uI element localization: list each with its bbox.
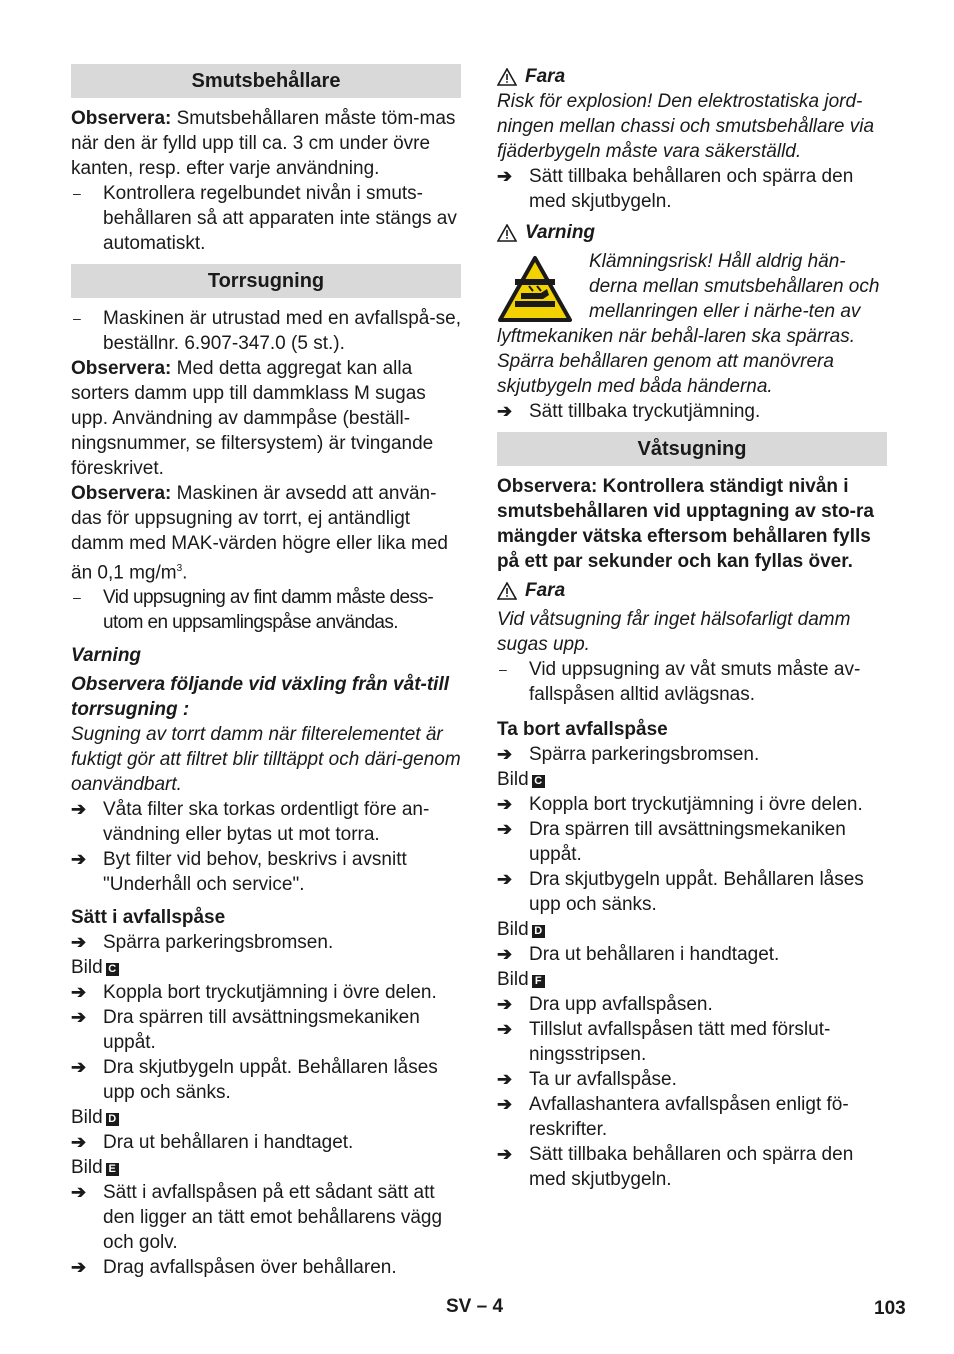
page-number: 103 (874, 1298, 906, 1319)
figure-ref: Bild C (71, 955, 461, 980)
danger-text: Vid våtsugning får inget hälsofarligt damm sugas upp. (497, 609, 851, 655)
list-item: ➔ Dra spärren till avsättningsmekaniken uppåt. (497, 819, 846, 865)
arrow-right-icon: ➔ (71, 982, 87, 1003)
dash-bullet: – (73, 310, 81, 326)
list-item: ➔ Dra skjutbygeln uppåt. Behållaren låses upp och sänks. (497, 869, 864, 915)
list-item: ➔ Sätt tillbaka tryckutjämning. (497, 401, 761, 422)
right-column (497, 64, 887, 1192)
danger-text: Risk för explosion! Den elektrostatiska jord-ningen mellan chassi och smutsbehållare via fjäderbygeln måste vara säkerställd. (497, 91, 875, 162)
left-column (71, 64, 461, 1280)
dash-bullet: – (73, 589, 81, 606)
list-item: ➔ Dra ut behållaren i handtaget. (71, 1132, 354, 1154)
figure-ref: Bild F (497, 967, 887, 992)
hand-crush-hazard-icon (497, 255, 573, 323)
list-item: ➔ Våta filter ska torkas ordentligt före an-vändning eller bytas ut mot torra. (71, 799, 430, 846)
section-heading-vatsugning: Våtsugning (497, 432, 887, 466)
section-heading-torrsugning: Torrsugning (71, 264, 461, 298)
list-item: ➔ Dra spärren till avsättningsmekaniken uppåt. (71, 1007, 420, 1054)
subheading-ta-bort-avfallspase: Ta bort avfallspåse (497, 719, 668, 740)
list-item: – Maskinen är utrustad med en avfallspå-se, beställnr. 6.907-347.0 (5 st.). (73, 308, 462, 354)
list-item: – Kontrollera regelbundet nivån i smuts-behållaren så att apparaten inte stängs av automatiskt. (73, 183, 457, 254)
figure-d-icon: D (106, 1113, 119, 1126)
note-paragraph: Observera: Smutsbehållaren måste töm-mas när den är fylld upp till ca. 3 cm under övre kanten, resp. efter varje användning. (71, 108, 456, 179)
arrow-right-icon: ➔ (71, 1057, 87, 1078)
figure-c-icon: C (106, 963, 119, 976)
arrow-right-icon: ➔ (71, 849, 87, 870)
note-paragraph: Observera: Kontrollera ständigt nivån i smutsbehållaren vid upptagning av sto-ra mängder vätska eftersom behållaren fylls på ett par sekunder och kan fyllas över. (497, 476, 874, 572)
list-item: ➔ Byt filter vid behov, beskrivs i avsnitt "Underhåll och service". (71, 849, 407, 896)
list-item: ➔ Sätt tillbaka behållaren och spärra den med skjutbygeln. (497, 1144, 854, 1190)
arrow-right-icon: ➔ (497, 166, 513, 186)
list-item: ➔ Spärra parkeringsbromsen. (71, 932, 334, 954)
arrow-right-icon: ➔ (71, 932, 87, 953)
section-heading-smutsbehallare: Smutsbehållare (71, 64, 461, 98)
arrow-right-icon: ➔ (497, 744, 513, 764)
list-item: ➔ Sätt tillbaka behållaren och spärra den med skjutbygeln. (497, 166, 854, 212)
figure-d-icon: D (532, 925, 545, 938)
figure-ref: Bild E (71, 1155, 461, 1180)
list-item: ➔ Spärra parkeringsbromsen. (497, 744, 760, 765)
warning-heading: Varning (497, 220, 887, 245)
warning-triangle-icon (497, 582, 517, 600)
figure-ref: Bild D (497, 917, 887, 942)
list-item: ➔ Sätt i avfallspåsen på ett sådant sätt att den ligger an tätt emot behållarens vägg och golv. (71, 1182, 443, 1254)
list-item: ➔ Koppla bort tryckutjämning i övre delen. (71, 982, 437, 1004)
list-item: ➔ Tillslut avfallspåsen tätt med förslut-ningsstripsen. (497, 1019, 831, 1065)
note-paragraph: Observera: Maskinen är avsedd att använ-das för uppsugning av torrt, ej antändligt damm med MAK-värden högre eller lika med än 0,1 $mg/m^3$. (71, 483, 448, 584)
note-paragraph: Observera: Med detta aggregat kan alla sorters damm upp till dammklass M sugas upp. Användning av dammpåse (beställ-ningsnummer, se filtersystem) är tvingande föreskrivet. (71, 358, 434, 479)
arrow-right-icon: ➔ (71, 1182, 87, 1203)
warning-emphasis: Observera följande vid växling från våt-till torrsugning : (71, 674, 450, 721)
list-item: ➔ Dra upp avfallspåsen. (497, 994, 713, 1015)
warning-text: Klämningsrisk! Håll aldrig hän-derna mellan smutsbehållaren och mellanringen eller i närhe-ten av lyftmekaniken när behål-laren ska spärras. Spärra behållaren genom att manövrera skjutbygeln med båda händerna. (497, 251, 880, 397)
footer-section-label: SV – 4 (446, 1296, 504, 1317)
arrow-right-icon: ➔ (497, 994, 513, 1014)
dash-bullet: – (73, 185, 81, 201)
list-item: ➔ Dra ut behållaren i handtaget. (497, 944, 780, 965)
warning-title: Varning (71, 645, 142, 667)
list-item: – Vid uppsugning av våt smuts måste av-fallspåsen alltid avlägsnas. (499, 659, 861, 705)
figure-c-icon: C (532, 775, 545, 788)
warning-triangle-icon (497, 224, 517, 242)
list-item: – Vid uppsugning av fint damm måste dess-utom en uppsamlingspåse användas. (73, 587, 434, 634)
arrow-right-icon: ➔ (497, 1019, 513, 1039)
warning-block (497, 249, 887, 399)
danger-heading: Fara (497, 64, 887, 89)
arrow-right-icon: ➔ (71, 1257, 87, 1278)
arrow-right-icon: ➔ (71, 1007, 87, 1028)
list-item: ➔ Ta ur avfallspåse. (497, 1069, 677, 1090)
arrow-right-icon: ➔ (497, 819, 513, 839)
arrow-right-icon: ➔ (71, 1132, 87, 1153)
figure-ref: Bild C (497, 767, 887, 792)
arrow-right-icon: ➔ (497, 1094, 513, 1114)
dash-bullet: – (499, 661, 507, 677)
list-item: ➔ Avfallashantera avfallspåsen enligt fö-reskrifter. (497, 1094, 849, 1140)
figure-ref: Bild D (71, 1105, 461, 1130)
list-item: ➔ Drag avfallspåsen över behållaren. (71, 1257, 397, 1279)
arrow-right-icon: ➔ (497, 794, 513, 814)
danger-heading: Fara (497, 578, 887, 603)
subheading-satt-i-avfallspase: Sätt i avfallspåse (71, 907, 226, 929)
warning-triangle-icon (497, 68, 517, 86)
list-item: ➔ Koppla bort tryckutjämning i övre delen. (497, 794, 863, 815)
arrow-right-icon: ➔ (497, 1069, 513, 1089)
arrow-right-icon: ➔ (497, 869, 513, 889)
arrow-right-icon: ➔ (497, 401, 513, 421)
figure-f-icon: F (532, 975, 545, 988)
figure-e-icon: E (106, 1163, 119, 1176)
arrow-right-icon: ➔ (71, 799, 87, 820)
warning-text: Sugning av torrt damm när filterelementet är fuktigt gör att filtret blir tilltäppt och däri-genom oanvändbart. (71, 724, 461, 796)
arrow-right-icon: ➔ (497, 1144, 513, 1164)
arrow-right-icon: ➔ (497, 944, 513, 964)
list-item: ➔ Dra skjutbygeln uppåt. Behållaren låses upp och sänks. (71, 1057, 438, 1104)
